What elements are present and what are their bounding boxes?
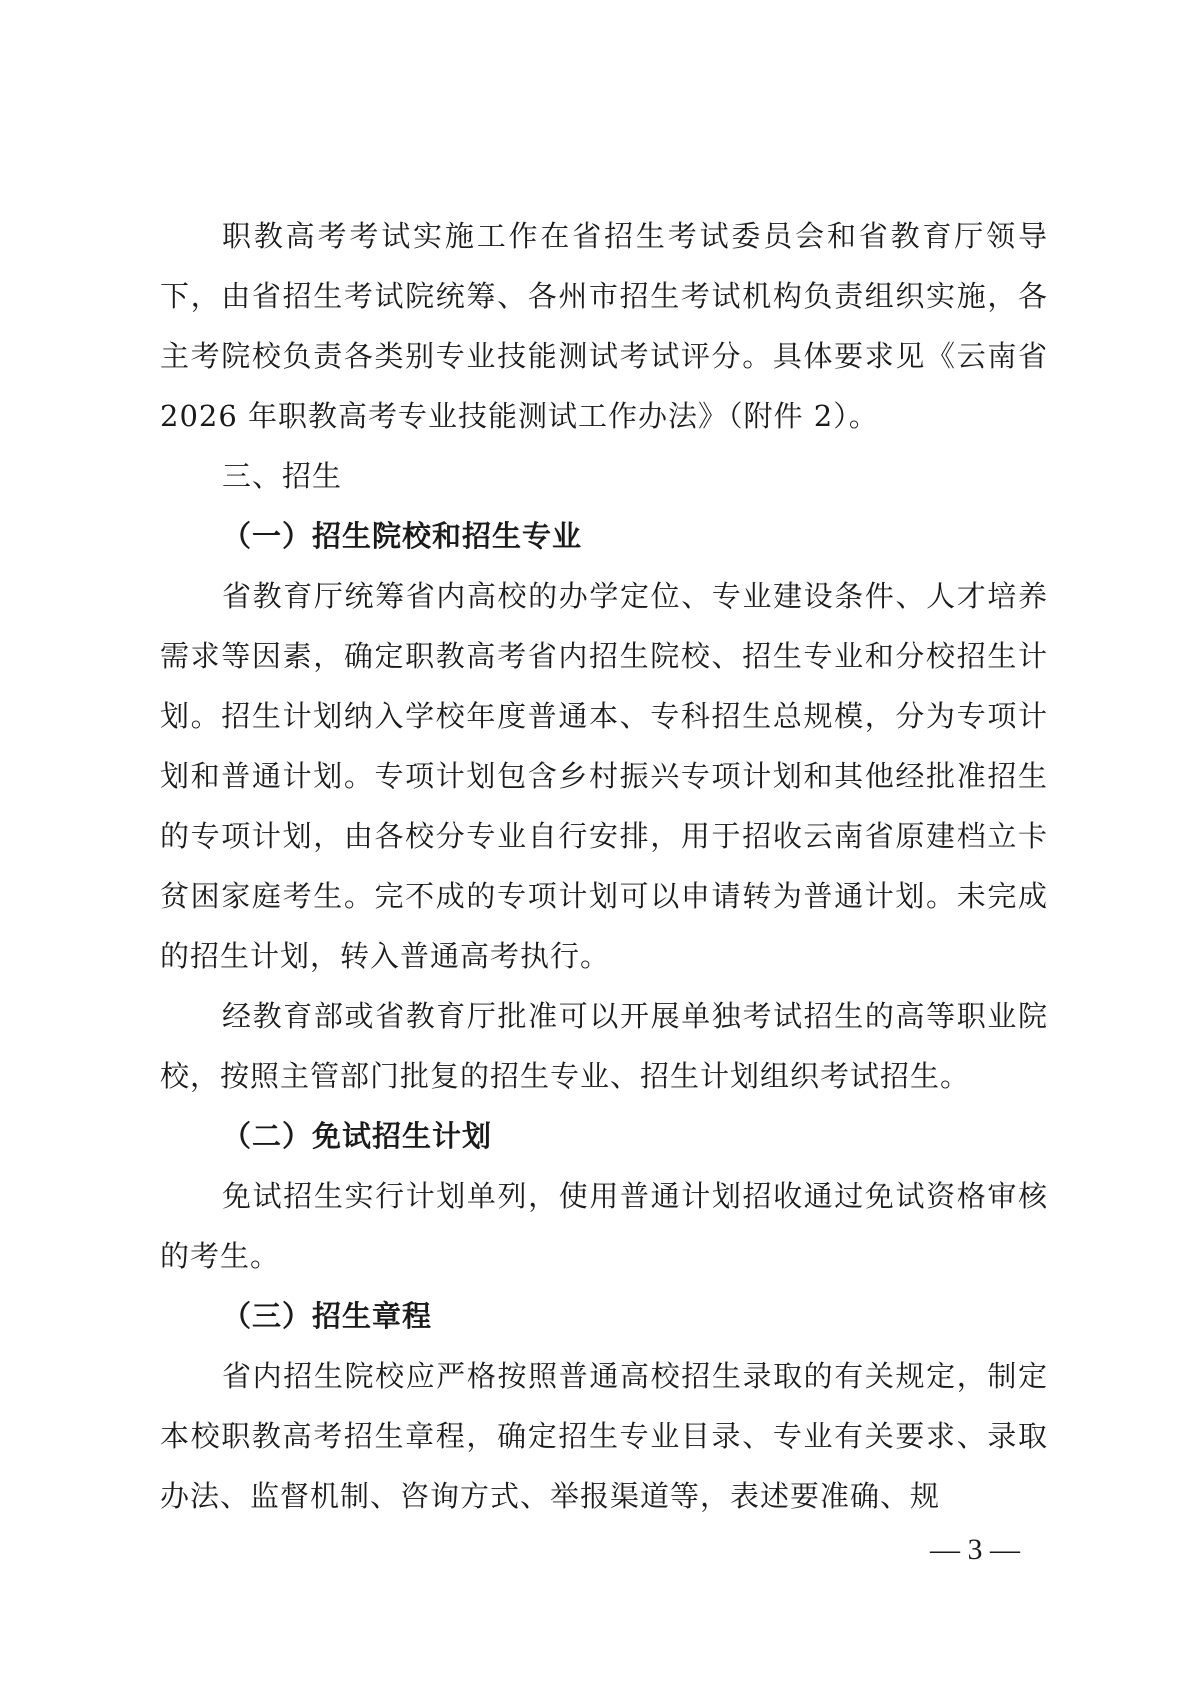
page-number: — 3 — bbox=[930, 1533, 1020, 1566]
paragraph-enrollment-plan: 省教育厅统筹省内高校的办学定位、专业建设条件、人才培养需求等因素，确定职教高考省内招生院校、招生专业和分校招生计划。招生计划纳入学校年度普通本、专科招生总规模，分为专项计划和普通计划。专项计划包含乡村振兴专项计划和其他经批准招生的专项计划，由各校分专业自行安排，用于招收云南省原建档立卡贫困家庭考生。完不成的专项计划可以申请转为普通计划。未完成的招生计划，转入普通高考执行。 bbox=[160, 579, 1048, 973]
subheading-exam-free-plan: （二）免试招生计划 bbox=[222, 1119, 493, 1153]
paragraph-exam-implementation: 职教高考考试实施工作在省招生考试委员会和省教育厅领导下，由省招生考试院统筹、各州市招生考试机构负责组织实施，各主考院校负责各类别专业技能测试考试评分。具体要求见《云南省 2026 年职教高考专业技能测试工作办法》（附件 2）。 bbox=[160, 219, 1048, 433]
paragraph-exam-free: 免试招生实行计划单列，使用普通计划招收通过免试资格审核的考生。 bbox=[160, 1179, 1048, 1273]
subheading-admission-charter: （三）招生章程 bbox=[222, 1299, 433, 1333]
paragraph-independent-exam: 经教育部或省教育厅批准可以开展单独考试招生的高等职业院校，按照主管部门批复的招生专业、招生计划组织考试招生。 bbox=[160, 999, 1048, 1093]
document-body bbox=[160, 206, 1048, 1526]
paragraph-admission-charter: 省内招生院校应严格按照普通高校招生录取的有关规定，制定本校职教高考招生章程，确定招生专业目录、专业有关要求、录取办法、监督机制、咨询方式、举报渠道等，表述要准确、规 bbox=[160, 1359, 1048, 1513]
subheading-institutions-majors: （一）招生院校和招生专业 bbox=[222, 519, 583, 553]
section-heading-enrollment: 三、招生 bbox=[222, 459, 343, 493]
